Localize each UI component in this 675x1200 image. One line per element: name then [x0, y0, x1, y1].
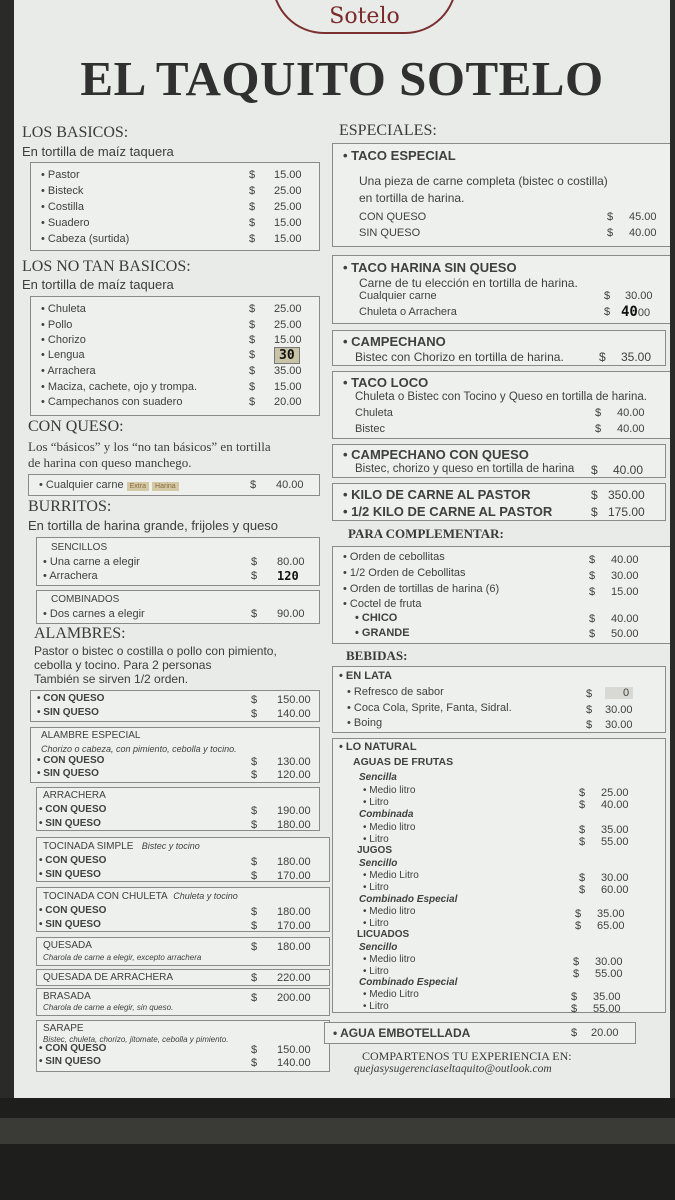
item-desc: Chuleta o Bistec con Tocino y Queso en tortilla de harina. — [355, 391, 647, 403]
group-title: AGUAS DE FRUTAS — [353, 756, 454, 768]
currency: $ — [599, 350, 606, 364]
list-item: • 1/2 KILO DE CARNE AL PASTOR — [343, 504, 553, 519]
currency: $ — [579, 824, 586, 836]
price: 15.00 — [274, 169, 302, 181]
no-basicos-subtitle: En tortilla de maíz taquera — [22, 277, 174, 292]
currency: $ — [251, 972, 258, 984]
currency: $ — [249, 349, 256, 361]
currency: $ — [251, 756, 258, 768]
currency: $ — [595, 407, 602, 419]
price: 30.00 — [611, 570, 639, 582]
price: 190.00 — [277, 805, 311, 817]
list-item: Chuleta — [355, 407, 393, 419]
list-item: • Refresco de sabor — [347, 686, 444, 698]
item-title: • TACO LOCO — [343, 375, 429, 390]
complementar-box — [332, 546, 670, 644]
list-item: • CON QUESO — [37, 693, 105, 704]
currency: $ — [579, 884, 586, 896]
list-item: • 1/2 Orden de Cebollitas — [343, 567, 466, 579]
list-item: • SIN QUESO — [39, 869, 101, 880]
item-title: TOCINADA CON CHULETA Chuleta y tocino — [43, 891, 238, 902]
footer-share-text: COMPARTENOS TU EXPERIENCIA EN: — [362, 1049, 572, 1063]
price: 25.00 — [274, 303, 302, 315]
currency: $ — [571, 991, 578, 1003]
complementar-title: PARA COMPLEMENTAR: — [348, 526, 504, 541]
list-item: CON QUESO — [359, 211, 427, 223]
price: 180.00 — [277, 819, 311, 831]
list-item: • Dos carnes a elegir — [43, 608, 145, 620]
currency: $ — [251, 805, 258, 817]
subgroup-title: Sencillo — [359, 942, 398, 953]
list-item: • CHICO — [355, 612, 398, 624]
currency: $ — [579, 872, 586, 884]
list-item: • SIN QUESO — [39, 1056, 101, 1067]
currency: $ — [586, 704, 593, 716]
price: 25.00 — [274, 201, 302, 213]
price: 180.00 — [277, 906, 311, 918]
currency: $ — [591, 463, 598, 477]
price: 350.00 — [608, 488, 645, 502]
list-item: • KILO DE CARNE AL PASTOR — [343, 487, 531, 502]
menu-board — [14, 0, 670, 1098]
currency: $ — [589, 586, 596, 598]
price: 175.00 — [608, 505, 645, 519]
currency: $ — [249, 396, 256, 408]
con-queso-title: CON QUESO: — [28, 418, 124, 435]
item-desc: en tortilla de harina. — [359, 191, 465, 205]
list-item: • SIN QUESO — [39, 818, 101, 829]
price: 90.00 — [277, 608, 305, 620]
metal-rail — [0, 1118, 675, 1144]
list-item: Bistec — [355, 423, 385, 435]
list-item: • Litro — [363, 1001, 389, 1012]
handwritten-price: 4000 — [621, 304, 651, 320]
price: 25.00 — [274, 185, 302, 197]
alambres-desc: cebolla y tocino. Para 2 personas — [34, 658, 212, 672]
currency: $ — [251, 819, 258, 831]
price: 50.00 — [611, 628, 639, 640]
currency: $ — [251, 920, 258, 932]
list-item: • Litro — [363, 966, 389, 977]
price: 15.00 — [611, 586, 639, 598]
list-item: • Litro — [363, 834, 389, 845]
agua-box — [324, 1022, 636, 1044]
list-item: • Cabeza (surtida) — [41, 233, 130, 245]
con-queso-desc: de harina con queso manchego. — [28, 455, 192, 470]
kilo-box — [332, 483, 666, 521]
price: 35.00 — [601, 824, 629, 836]
currency: $ — [251, 992, 258, 1004]
item-title: BRASADA — [43, 991, 91, 1002]
currency: $ — [604, 290, 611, 302]
quesada-arrachera-box — [36, 969, 330, 986]
item-title: TOCINADA SIMPLE Bistec y tocino — [43, 841, 200, 852]
price: 40.00 — [611, 613, 639, 625]
price: 140.00 — [277, 1057, 311, 1069]
subgroup-title: Sencilla — [359, 772, 397, 783]
price: 170.00 — [277, 920, 311, 932]
price: 30.00 — [605, 719, 633, 731]
price: 55.00 — [593, 1003, 621, 1015]
currency: $ — [251, 941, 258, 953]
list-item: • Suadero — [41, 217, 90, 229]
list-item: • Arrachera — [41, 365, 96, 377]
price: 35.00 — [274, 365, 302, 377]
subgroup-title: Combinado Especial — [359, 977, 458, 988]
list-item: • Pollo — [41, 319, 73, 331]
price: 55.00 — [595, 968, 623, 980]
currency: $ — [571, 1027, 578, 1039]
no-basicos-box — [30, 296, 320, 416]
burritos-combinados-box — [36, 590, 320, 624]
price: 0 — [605, 687, 633, 699]
burritos-title: BURRITOS: — [28, 498, 112, 515]
price: 15.00 — [274, 217, 302, 229]
currency: $ — [249, 169, 256, 181]
price: 35.00 — [593, 991, 621, 1003]
price: 40.00 — [617, 423, 645, 435]
bebidas-title: BEBIDAS: — [346, 648, 408, 663]
especiales-title: ESPECIALES: — [339, 122, 437, 139]
list-item: SIN QUESO — [359, 227, 421, 239]
currency: $ — [575, 920, 582, 932]
list-item: • Arrachera — [43, 570, 98, 582]
item-title: QUESADA DE ARRACHERA — [43, 972, 174, 983]
currency: $ — [249, 303, 256, 315]
group-title: JUGOS — [357, 845, 393, 856]
list-item: • Maciza, cachete, ojo y trompa. — [41, 381, 198, 393]
price: 35.00 — [597, 908, 625, 920]
price: 30.00 — [601, 872, 629, 884]
currency: $ — [591, 488, 598, 502]
list-item: • Bisteck — [41, 185, 84, 197]
list-item: • Costilla — [41, 201, 84, 213]
list-item: • Una carne a elegir — [43, 556, 140, 568]
floor-area — [0, 1098, 675, 1200]
handwritten-price: 30 — [274, 347, 300, 364]
price: 40.00 — [629, 227, 657, 239]
group-title: LICUADOS — [357, 929, 410, 940]
tocinada-box — [36, 837, 330, 882]
sarape-box — [36, 1020, 330, 1072]
taco-harina-box — [332, 255, 670, 324]
currency: $ — [607, 227, 614, 239]
price: 40.00 — [611, 554, 639, 566]
currency: $ — [249, 201, 256, 213]
currency: $ — [589, 628, 596, 640]
burritos-sencillos-box — [36, 537, 320, 586]
price: 150.00 — [277, 694, 311, 706]
price: 120.00 — [277, 769, 311, 781]
price: 15.00 — [274, 233, 302, 245]
basicos-title: LOS BASICOS: — [22, 124, 129, 141]
item-desc: Una pieza de carne completa (bistec o costilla) — [359, 174, 608, 188]
currency: $ — [579, 799, 586, 811]
subgroup-title: Combinada — [359, 809, 414, 820]
item-desc: Chorizo o cabeza, con pimiento, cebolla y tocino. — [41, 744, 237, 754]
price: 170.00 — [277, 870, 311, 882]
item-desc: Carne de tu elección en tortilla de harina. — [359, 276, 578, 290]
list-item: • Chuleta — [41, 303, 86, 315]
list-item: • Pastor — [41, 169, 80, 181]
list-item: • AGUA EMBOTELLADA — [333, 1026, 471, 1040]
price: 220.00 — [277, 972, 311, 984]
list-item: • Orden de tortillas de harina (6) — [343, 583, 500, 595]
alambres-desc: Pastor o bistec o costilla o pollo con pimiento, — [34, 644, 277, 658]
price: 80.00 — [277, 556, 305, 568]
currency: $ — [249, 381, 256, 393]
footer-email: quejasysugerenciaseltaquito@outlook.com — [354, 1063, 552, 1075]
brasada-box — [36, 988, 330, 1016]
list-item: • Medio litro — [363, 785, 416, 796]
natural-box — [332, 738, 666, 1013]
price: 30.00 — [595, 956, 623, 968]
list-item: • CON QUESO — [39, 905, 107, 916]
alambres-box — [30, 690, 320, 722]
list-item: • Lengua — [41, 349, 85, 361]
currency: $ — [591, 505, 598, 519]
price: 20.00 — [591, 1027, 619, 1039]
logo — [272, 0, 457, 34]
list-item: • Litro — [363, 918, 389, 929]
list-item: • GRANDE — [355, 627, 410, 639]
quesada-box — [36, 937, 330, 966]
price: 60.00 — [601, 884, 629, 896]
price: 25.00 — [274, 319, 302, 331]
price: 150.00 — [277, 1044, 311, 1056]
currency: $ — [249, 365, 256, 377]
taco-especial-box — [332, 143, 670, 247]
en-lata-box — [332, 666, 666, 733]
currency: $ — [571, 1003, 578, 1015]
price: 180.00 — [277, 856, 311, 868]
item-title: • TACO ESPECIAL — [343, 148, 456, 163]
item-desc: Bistec, chuleta, chorizo, jitomate, cebolla y pimiento. — [43, 1035, 229, 1044]
price: 15.00 — [274, 381, 302, 393]
price: 40.00 — [613, 463, 644, 477]
alambres-desc: También se sirven 1/2 orden. — [34, 672, 189, 686]
item-title: • LO NATURAL — [339, 741, 417, 753]
currency: $ — [589, 570, 596, 582]
list-item: • Boing — [347, 717, 383, 729]
currency: $ — [249, 319, 256, 331]
logo-text: Sotelo — [329, 4, 400, 29]
list-item: • Cualquier carne Extra Harina — [39, 479, 179, 491]
currency: $ — [249, 185, 256, 197]
item-title: • CAMPECHANO CON QUESO — [343, 447, 529, 462]
currency: $ — [607, 211, 614, 223]
list-item: • Medio litro — [363, 906, 416, 917]
list-item: • Litro — [363, 882, 389, 893]
basicos-subtitle: En tortilla de maíz taquera — [22, 144, 174, 159]
list-item: • SIN QUESO — [37, 768, 99, 779]
item-desc: Bistec, chorizo y queso en tortilla de harina — [355, 463, 575, 475]
price: 30.00 — [605, 704, 633, 716]
basicos-box — [30, 162, 320, 251]
menu-title: EL TAQUITO SOTELO — [80, 51, 604, 106]
price: 35.00 — [621, 350, 652, 364]
price: 40.00 — [276, 479, 304, 491]
list-item: • CON QUESO — [37, 755, 105, 766]
item-title: • CAMPECHANO — [343, 334, 446, 349]
taco-loco-box — [332, 371, 670, 439]
list-item: • Litro — [363, 797, 389, 808]
currency: $ — [589, 554, 596, 566]
price: 55.00 — [601, 836, 629, 848]
list-item: • Campechanos con suadero — [41, 396, 183, 408]
list-item: Chuleta o Arrachera — [359, 306, 457, 318]
list-item: • CON QUESO — [39, 804, 107, 815]
list-item: • CON QUESO — [39, 855, 107, 866]
item-title: QUESADA — [43, 940, 92, 951]
currency: $ — [251, 570, 258, 582]
item-desc: Bistec con Chorizo en tortilla de harina. — [355, 350, 564, 364]
no-basicos-title: LOS NO TAN BASICOS: — [22, 258, 191, 275]
currency: $ — [249, 334, 256, 346]
item-title: ALAMBRE ESPECIAL — [41, 730, 141, 741]
price: 130.00 — [277, 756, 311, 768]
price: 45.00 — [629, 211, 657, 223]
alambres-title: ALAMBRES: — [34, 625, 126, 642]
currency: $ — [249, 233, 256, 245]
price: 15.00 — [274, 334, 302, 346]
currency: $ — [251, 608, 258, 620]
list-item: • Medio litro — [363, 954, 416, 965]
combinados-label: COMBINADOS — [51, 594, 120, 605]
currency: $ — [595, 423, 602, 435]
currency: $ — [575, 908, 582, 920]
con-queso-desc: Los “básicos” y los “no tan básicos” en tortilla — [28, 439, 271, 454]
list-item: • Coctel de fruta — [343, 598, 422, 610]
price: 30.00 — [625, 290, 653, 302]
currency: $ — [251, 1057, 258, 1069]
subgroup-title: Sencillo — [359, 858, 398, 869]
handwritten-price: 120 — [277, 569, 299, 583]
list-item: • Coca Cola, Sprite, Fanta, Sidral. — [347, 702, 512, 714]
currency: $ — [589, 613, 596, 625]
arrachera-box — [36, 787, 320, 831]
item-desc: Charola de carne a elegir, sin queso. — [43, 1003, 174, 1012]
burritos-subtitle: En tortilla de harina grande, frijoles y queso — [28, 518, 279, 533]
currency: $ — [251, 870, 258, 882]
list-item: • Medio Litro — [363, 989, 419, 1000]
campechano-box — [332, 330, 666, 366]
currency: $ — [251, 694, 258, 706]
price: 40.00 — [617, 407, 645, 419]
currency: $ — [573, 968, 580, 980]
item-title: ARRACHERA — [43, 790, 106, 801]
price: 25.00 — [601, 787, 629, 799]
currency: $ — [586, 688, 593, 700]
price: 20.00 — [274, 396, 302, 408]
alambre-especial-box — [30, 727, 320, 783]
currency: $ — [579, 836, 586, 848]
list-item: • Orden de cebollitas — [343, 551, 445, 563]
currency: $ — [251, 769, 258, 781]
currency: $ — [250, 479, 257, 491]
item-title: • TACO HARINA SIN QUESO — [343, 260, 517, 275]
list-item: Cualquier carne — [359, 290, 437, 302]
list-item: • SIN QUESO — [39, 919, 101, 930]
price: 40.00 — [601, 799, 629, 811]
sencillos-label: SENCILLOS — [51, 542, 108, 553]
subgroup-title: Combinado Especial — [359, 894, 458, 905]
currency: $ — [251, 1044, 258, 1056]
item-title: • EN LATA — [339, 670, 392, 682]
campechano-queso-box — [332, 444, 666, 478]
currency: $ — [586, 719, 593, 731]
item-desc: Charola de carne a elegir, excepto arrachera — [43, 953, 202, 962]
currency: $ — [604, 306, 611, 318]
currency: $ — [249, 217, 256, 229]
item-title: SARAPE — [43, 1023, 84, 1034]
list-item: • Medio Litro — [363, 870, 419, 881]
price: 65.00 — [597, 920, 625, 932]
price: 200.00 — [277, 992, 311, 1004]
currency: $ — [573, 956, 580, 968]
currency: $ — [251, 906, 258, 918]
price: 180.00 — [277, 941, 311, 953]
currency: $ — [251, 708, 258, 720]
list-item: • CON QUESO — [39, 1043, 107, 1054]
list-item: • SIN QUESO — [37, 707, 99, 718]
tocinada-chuleta-box — [36, 887, 330, 932]
list-item: • Medio litro — [363, 822, 416, 833]
con-queso-box — [28, 474, 320, 496]
price: 140.00 — [277, 708, 311, 720]
currency: $ — [579, 787, 586, 799]
list-item: • Chorizo — [41, 334, 86, 346]
currency: $ — [251, 856, 258, 868]
currency: $ — [251, 556, 258, 568]
